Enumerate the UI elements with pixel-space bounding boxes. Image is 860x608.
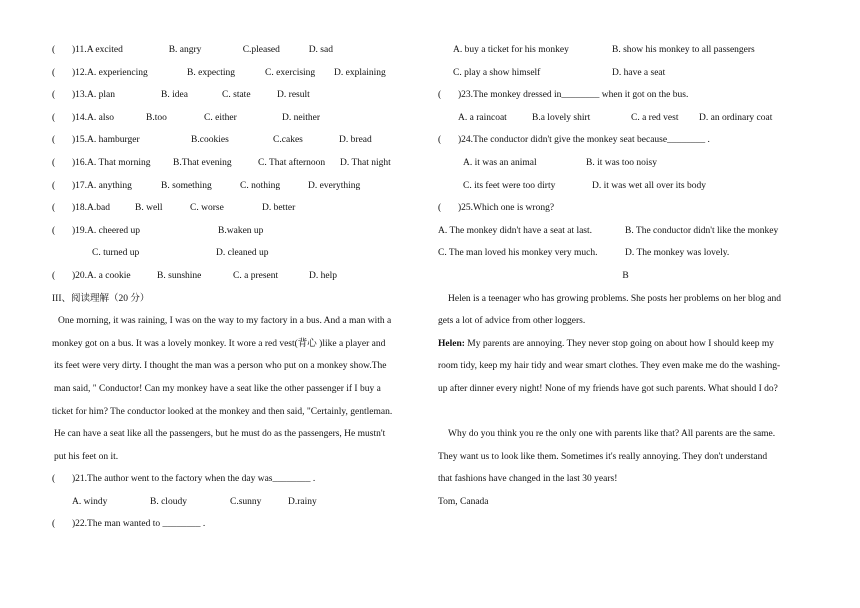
options: [87, 39, 424, 62]
option-d: D. help: [309, 270, 338, 281]
question-12: [52, 62, 424, 85]
question-number: )20.: [72, 270, 88, 281]
question-22-options-row-1: [438, 39, 813, 62]
option-a: A.bad: [87, 203, 110, 214]
answer-paren[interactable]: (: [52, 203, 56, 214]
option-b: B.cookies: [191, 135, 229, 146]
question-25-options-row-2: [438, 242, 813, 265]
option-a: A. The monkey didn't have a seat at last.: [438, 225, 593, 236]
option-d: D. it was wet all over its body: [592, 180, 706, 191]
answer-paren[interactable]: (: [52, 270, 56, 281]
option-a: A. buy a ticket for his monkey: [453, 45, 569, 55]
option-c: C. The man loved his monkey very much.: [438, 248, 598, 259]
option-d: D. neither: [282, 112, 321, 123]
question-number: )19.: [72, 225, 88, 236]
option-b: B.a lovely shirt: [532, 112, 591, 123]
question-number: )23.: [458, 90, 474, 101]
intro-line: gets a lot of advice from other loggers.: [438, 316, 586, 327]
option-d: D. everything: [308, 180, 361, 191]
option-d: D. result: [277, 90, 310, 101]
option-a: A. cheered up: [87, 225, 141, 236]
reading-passage: [52, 310, 424, 468]
option-c: C. nothing: [240, 180, 281, 191]
option-d: D. an ordinary coat: [699, 112, 773, 123]
option-c: C. either: [204, 112, 237, 123]
option-a: A. plan: [87, 90, 116, 101]
passage-line: One morning, it was raining, I was on the way to my factory in a bus. And a man with a: [58, 316, 392, 327]
option-a: A. a raincoat: [458, 112, 507, 123]
answer-paren[interactable]: (: [52, 225, 56, 236]
question-22-options-row-2: [438, 62, 813, 85]
question-24: [438, 129, 813, 152]
option-a: A. experiencing: [87, 67, 148, 78]
option-c: C. turned up: [92, 248, 140, 259]
helen-text: My parents are annoying. They never stop going on about how I should keep my: [464, 338, 774, 349]
options: [87, 152, 424, 175]
options: [87, 265, 424, 288]
helen-post-line: up after dinner every night! None of my friends have got such parents. What should I do?: [438, 383, 778, 394]
tom-reply-line: They want us to look like them. Sometimes it's really annoying. They don't understand: [438, 451, 768, 462]
option-d: D. cleaned up: [216, 248, 269, 259]
question-13: [52, 84, 424, 107]
tom-reply-line: that fashions have changed in the last 30 years!: [438, 474, 618, 485]
answer-paren[interactable]: (: [52, 474, 56, 485]
helen-post-line-1: [438, 333, 813, 356]
question-23: [438, 84, 813, 107]
options: [87, 84, 424, 107]
question-number: )14.: [72, 112, 88, 123]
answer-paren[interactable]: (: [52, 67, 56, 78]
question-25: [438, 197, 813, 220]
passage-line: monkey got on a bus. It was a lovely monkey. It wore a red vest(背心 )like a player and: [52, 338, 386, 349]
question-23-options: [438, 107, 813, 130]
question-14: [52, 107, 424, 130]
question-24-options-row-1: [438, 152, 813, 175]
option-b: B. angry: [168, 45, 202, 55]
option-b: B.too: [146, 112, 167, 123]
option-d: D. That night: [340, 157, 391, 168]
option-d: D. better: [262, 203, 296, 214]
answer-paren[interactable]: (: [52, 519, 56, 530]
answer-paren[interactable]: (: [438, 135, 442, 146]
intro-line: Helen is a teenager who has growing problems. She posts her problems on her blog and: [448, 293, 781, 304]
option-a: A. That morning: [87, 157, 151, 168]
option-a: A. anything: [87, 180, 132, 191]
option-d: D. bread: [339, 135, 372, 146]
option-c: C.sunny: [230, 496, 262, 507]
helen-name: Helen:: [438, 338, 465, 349]
question-number: )17.: [72, 180, 88, 191]
question-number: )21.: [72, 474, 88, 485]
question-text: The author went to the factory when the day was________ .: [87, 474, 316, 485]
signature: Tom, Canada: [438, 496, 489, 507]
option-b: B. cloudy: [150, 496, 187, 507]
passage-line: man said, " Conductor! Can my monkey have a seat like the other passenger if I buy a: [54, 383, 381, 394]
spacer: [438, 401, 813, 424]
answer-paren[interactable]: (: [438, 90, 442, 101]
option-d: D. sad: [308, 45, 333, 55]
option-c: C. a present: [233, 270, 279, 281]
question-number: )16.: [72, 157, 88, 168]
answer-paren[interactable]: (: [52, 180, 56, 191]
option-a: A. windy: [72, 496, 108, 507]
question-text: Which one is wrong?: [473, 203, 555, 214]
option-c: C. state: [222, 90, 251, 101]
passage-line: its feet were very dirty. I thought the man was a person who put on a monkey show.The: [54, 361, 387, 372]
question-20: [52, 265, 424, 288]
helen-post-line: room tidy, keep my hair tidy and wear smart clothes. They even make me do the washing-: [438, 361, 781, 372]
option-b: B.That evening: [173, 157, 232, 168]
option-d: D. explaining: [334, 67, 386, 78]
answer-paren[interactable]: (: [438, 203, 442, 214]
question-21-options: [52, 491, 424, 514]
option-b: B. idea: [161, 90, 188, 101]
options: [87, 220, 424, 243]
question-21: [52, 468, 424, 491]
option-b: B. something: [161, 180, 212, 191]
right-column: [438, 39, 813, 513]
option-b: B. expecting: [187, 67, 236, 78]
option-b: B.waken up: [218, 225, 264, 236]
answer-paren[interactable]: (: [52, 157, 56, 168]
option-a: A. hamburger: [87, 135, 140, 146]
section-b-heading: B: [622, 270, 629, 281]
question-24-options-row-2: [438, 175, 813, 198]
question-number: )25.: [458, 203, 474, 214]
question-18: [52, 197, 424, 220]
option-c: C.cakes: [273, 135, 303, 146]
question-text: The monkey dressed in________ when it got on the bus.: [473, 90, 689, 101]
options: [87, 175, 424, 198]
question-11: [52, 39, 424, 62]
answer-paren[interactable]: (: [52, 90, 56, 101]
question-number: )12.: [72, 67, 88, 78]
option-c: C. worse: [190, 203, 224, 214]
question-19-options-row-2: [52, 242, 424, 265]
option-b: B. sunshine: [157, 270, 202, 281]
options: [87, 129, 424, 152]
options: [87, 197, 424, 220]
question-text: The conductor didn't give the monkey seat because________ .: [473, 135, 710, 146]
option-c: C. That afternoon: [258, 157, 326, 168]
question-25-options-row-1: [438, 220, 813, 243]
answer-paren[interactable]: (: [52, 112, 56, 123]
question-number: )22.: [72, 519, 88, 530]
question-17: [52, 175, 424, 198]
option-d: D. have a seat: [612, 67, 666, 78]
passage-line: ticket for him? The conductor looked at the monkey and then said, "Certainly, gentleman.: [52, 406, 393, 417]
option-c: C. exercising: [265, 67, 316, 78]
answer-paren[interactable]: (: [52, 135, 56, 146]
option-c: C.pleased: [242, 45, 280, 55]
option-d: D.rainy: [288, 496, 317, 507]
option-d: D. The monkey was lovely.: [625, 248, 730, 259]
question-text: The man wanted to ________ .: [87, 519, 206, 530]
question-number: )18.: [72, 203, 88, 214]
option-c: C. its feet were too dirty: [463, 180, 556, 191]
left-column: [52, 39, 424, 536]
question-number: )24.: [458, 135, 474, 146]
question-number: )15.: [72, 135, 88, 146]
option-a: A. also: [87, 112, 114, 123]
tom-reply-line: Why do you think you re the only one with parents like that? All parents are the same.: [448, 429, 776, 440]
options: [87, 62, 424, 85]
options: [87, 107, 424, 130]
answer-paren[interactable]: (: [52, 45, 56, 55]
question-16: [52, 152, 424, 175]
question-number: )11.: [72, 45, 87, 55]
passage-line: He can have a seat like all the passengers, but he must do as the passengers, He mustn't: [54, 429, 386, 440]
question-15: [52, 129, 424, 152]
question-22: [52, 513, 424, 536]
option-b: B. The conductor didn't like the monkey: [625, 225, 779, 236]
section-title: III、阅读理解（20 分）: [52, 293, 150, 304]
option-b: B. show his monkey to all passengers: [612, 45, 755, 55]
option-a: A. a cookie: [87, 270, 131, 281]
option-c: C. play a show himself: [453, 67, 541, 78]
option-b: B. it was too noisy: [586, 157, 657, 168]
option-c: C. a red vest: [631, 112, 679, 123]
question-number: )13.: [72, 90, 88, 101]
option-a: A. it was an animal: [463, 157, 537, 168]
question-19: [52, 220, 424, 243]
option-a: A excited: [86, 45, 123, 55]
option-b: B. well: [135, 203, 163, 214]
passage-line: put his feet on it.: [54, 451, 119, 462]
